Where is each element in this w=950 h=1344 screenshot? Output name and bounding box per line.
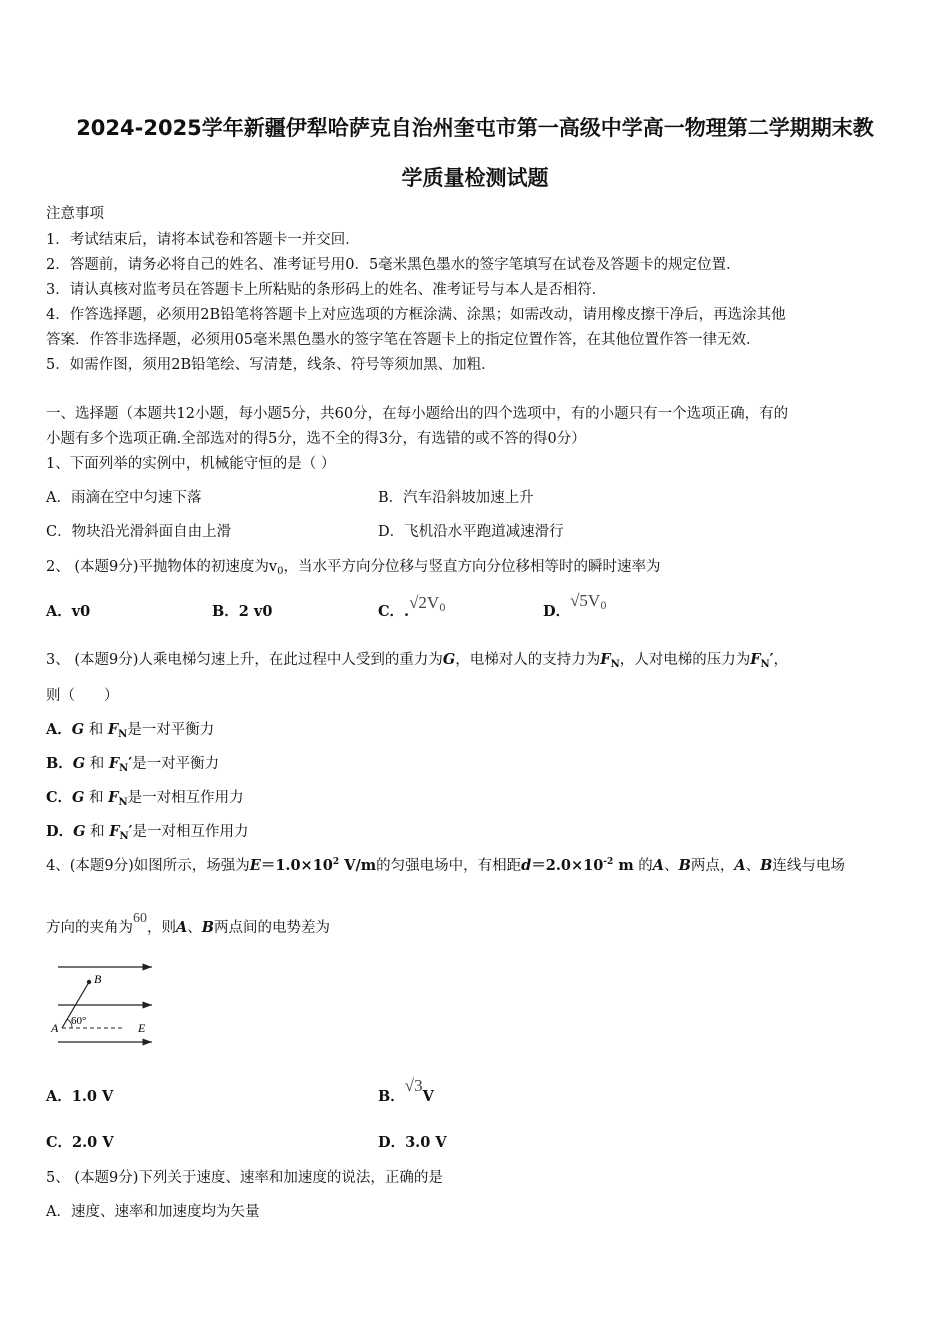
- q3-stem: 3、 (本题9分)人乘电梯匀速上升，在此过程中人受到的重力为G，电梯对人的支持力为$F_N$，人对电梯的压力为$F_N'$，: [46, 651, 788, 670]
- q2-option-d: D．$√5V^0$: [543, 591, 607, 620]
- q2-option-c: C．$.√2V^0$: [378, 593, 446, 620]
- q1-option-c: C．物块沿光滑斜面自由上滑: [46, 524, 232, 540]
- q3-option-d: D．G 和 $F_N'$是一对相互作用力: [46, 823, 249, 842]
- label-b: B: [94, 972, 102, 986]
- q1-stem: 1、下面列举的实例中，机械能守恒的是（ ）: [46, 456, 336, 472]
- notice-item-1: 1．考试结束后，请将本试卷和答题卡一并交回．: [46, 232, 360, 248]
- label-e: E: [138, 1021, 146, 1035]
- q3-option-a: A．G 和 $F_N$是一对平衡力: [46, 721, 215, 740]
- notice-item-4-cont: 答案．作答非选择题，必须用05毫米黑色墨水的签字笔在答题卡上的指定位置作答，在其他位置作答一律无效．: [46, 332, 761, 348]
- q2-stem: 2、 (本题9分)平抛物体的初速度为$v_0$，当水平方向分位移与竖直方向分位移相等时的瞬时速率为: [46, 559, 661, 577]
- section-header-line1: 一、选择题（本题共12小题，每小题5分，共60分，在每小题给出的四个选项中，有的小题只有一个选项正确，有的: [46, 406, 789, 422]
- label-angle: 60°: [71, 1015, 87, 1027]
- q2-option-b: B．2 v0: [212, 603, 273, 620]
- label-a: A: [51, 1021, 59, 1035]
- point-b: [87, 980, 91, 984]
- q5-option-a: A．速度、速率和加速度均为矢量: [46, 1204, 260, 1220]
- q5-stem: 5、 (本题9分)下列关于速度、速率和加速度的说法，正确的是: [46, 1170, 443, 1186]
- q1-option-b: B．汽车沿斜坡加速上升: [378, 490, 534, 506]
- q4-option-d: D．3.0 V: [378, 1134, 447, 1151]
- q4-stem-line2: 方向的夹角为60，则A、B两点间的电势差为: [46, 911, 331, 936]
- page-title-line2: 学质量检测试题: [401, 166, 549, 190]
- q1-option-d: D．飞机沿水平跑道减速滑行: [378, 524, 564, 540]
- page-title-line1: 2024-2025学年新疆伊犁哈萨克自治州奎屯市第一高级中学高一物理第二学期期末教: [76, 116, 874, 140]
- q1-options-row1: [46, 486, 534, 507]
- q4-option-b: B．√3V: [378, 1076, 434, 1105]
- electric-field-diagram: [46, 955, 166, 1055]
- notice-item-5: 5．如需作图，须用2B铅笔绘、写清楚，线条、符号等须加黑、加粗．: [46, 357, 496, 373]
- q1-options-row2: [46, 520, 564, 541]
- q3-option-b: B．G 和 $F_N'$是一对平衡力: [46, 755, 220, 774]
- angle-value: 60: [133, 911, 147, 926]
- q1-option-a: A．雨滴在空中匀速下落: [46, 490, 202, 506]
- q4-option-a: A．1.0 V: [46, 1088, 114, 1105]
- notice-item-2: 2．答题前，请务必将自己的姓名、准考证号用0．5毫米黑色墨水的签字笔填写在试卷及答题卡的规定位置．: [46, 257, 741, 273]
- q2-option-a: A．v0: [46, 603, 91, 620]
- q4-options-row2: [46, 1131, 906, 1153]
- q4-stem: 4、(本题9分)如图所示，场强为$E=1.0\times 10^2$ V/m的匀强电场中，有相距$d=2.0\times 10^{-2}$ m 的A、B两点，A、B连线与电场: [46, 857, 845, 874]
- section-header-line2: 小题有多个选项正确.全部选对的得5分，选不全的得3分，有选错的或不答的得0分）: [46, 431, 586, 447]
- q3-stem-line2: 则（ ）: [46, 688, 119, 704]
- q3-option-c: C．G 和 $F_N$是一对相互作用力: [46, 789, 244, 808]
- notice-heading: 注意事项: [46, 206, 104, 222]
- notice-item-3: 3．请认真核对监考员在答题卡上所粘贴的条形码上的姓名、准考证号与本人是否相符．: [46, 282, 607, 298]
- q4-option-c: C．2.0 V: [46, 1134, 114, 1151]
- notice-item-4: 4．作答选择题，必须用2B铅笔将答题卡上对应选项的方框涂满、涂黑；如需改动，请用橡皮擦干净后，再选涂其他: [46, 307, 786, 323]
- q2-options: [46, 591, 906, 628]
- q4-options-row1: [46, 1076, 906, 1113]
